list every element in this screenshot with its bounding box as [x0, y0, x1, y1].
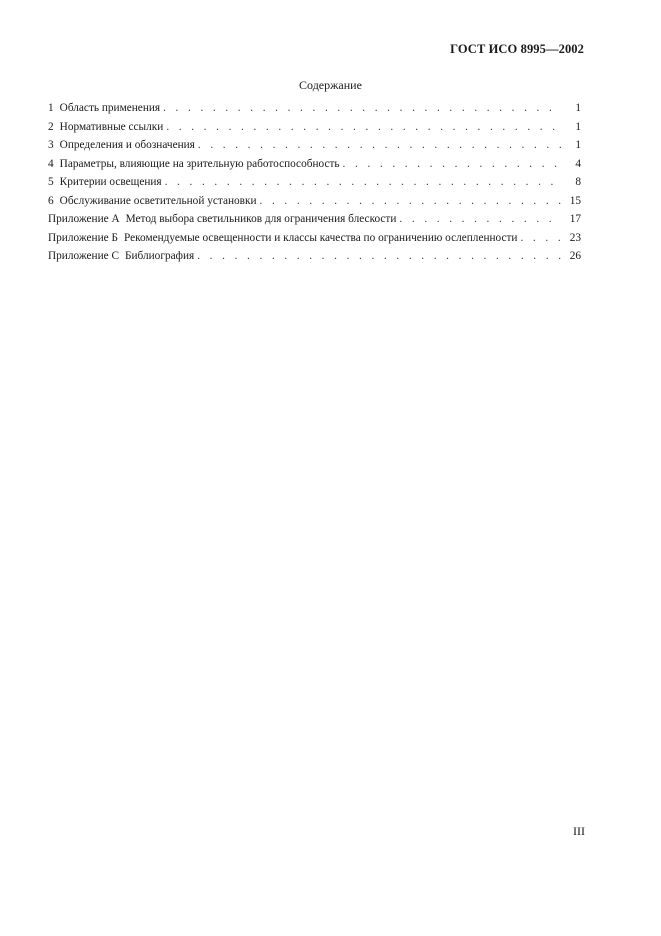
- toc-entry-page: 8: [575, 176, 581, 188]
- toc-entry-label: [48, 232, 520, 244]
- toc-entry-label: [48, 158, 343, 170]
- toc-entry-title: Критерии освещения: [59, 176, 162, 188]
- toc-entry-title: Параметры, влияющие на зрительную работоспособность: [59, 157, 340, 170]
- toc-leader-dots: [163, 102, 562, 116]
- toc-entry-title: Нормативные ссылки: [59, 120, 164, 133]
- toc-entry[interactable]: [48, 121, 581, 140]
- toc-entry-number: Приложение А: [48, 213, 120, 225]
- toc-entry-title: Рекомендуемые освещенности и классы качества по ограничению ослепленности: [123, 231, 518, 244]
- toc-entry-title: Метод выбора светильников для ограничения блескости: [125, 213, 397, 225]
- toc-entry-number: Приложение С: [48, 250, 119, 262]
- toc-entry[interactable]: [48, 195, 581, 214]
- toc-entry[interactable]: [48, 232, 581, 251]
- toc-entry-number: 4: [48, 157, 54, 170]
- toc-entry-number: 6: [48, 194, 54, 207]
- toc-entry-label: [48, 139, 198, 151]
- toc-entry-page: 15: [569, 194, 581, 207]
- toc-entry-number: Приложение Б: [48, 231, 118, 244]
- toc-entry-page: 4: [575, 157, 581, 170]
- toc-entry-number: 3: [48, 139, 54, 151]
- toc-entry-number: 5: [48, 176, 54, 188]
- toc-entry-page: 1: [575, 139, 581, 151]
- toc-entry[interactable]: [48, 250, 581, 269]
- toc-entry-label: [48, 213, 399, 225]
- toc-leader-dots: [520, 232, 562, 246]
- toc-entry[interactable]: [48, 139, 581, 158]
- page-number: III: [573, 824, 585, 838]
- toc-entry-label: [48, 176, 165, 188]
- toc-entry-label: [48, 102, 163, 114]
- toc-leader-dots: [198, 139, 562, 153]
- toc-entry[interactable]: [48, 213, 581, 232]
- document-header: ГОСТ ИСО 8995—2002: [450, 42, 584, 56]
- toc-entry-title: Библиография: [125, 250, 195, 262]
- toc-leader-dots: [197, 250, 562, 264]
- toc-entry-page: 1: [575, 120, 581, 133]
- toc-entry-number: 1: [48, 102, 54, 114]
- toc-title: Содержание: [299, 78, 362, 92]
- toc-entry-title: Область применения: [59, 102, 161, 114]
- toc-entry-label: [48, 250, 197, 262]
- toc-leader-dots: [399, 213, 562, 227]
- toc-leader-dots: [165, 176, 562, 190]
- toc-entry-title: Обслуживание осветительной установки: [59, 194, 257, 207]
- toc-entry-label: [48, 121, 166, 133]
- toc-entry[interactable]: [48, 176, 581, 195]
- toc-entry-page: 23: [569, 231, 581, 244]
- toc-entry[interactable]: [48, 158, 581, 177]
- toc-entry[interactable]: [48, 102, 581, 121]
- toc-entry-number: 2: [48, 120, 54, 133]
- toc-entry-page: 17: [569, 213, 581, 225]
- toc-entry-page: 26: [569, 250, 581, 262]
- toc-leader-dots: [343, 158, 562, 172]
- toc-leader-dots: [166, 121, 562, 135]
- toc-entry-title: Определения и обозначения: [59, 139, 195, 151]
- toc-entry-label: [48, 195, 260, 207]
- toc-entry-page: 1: [575, 102, 581, 114]
- toc-leader-dots: [260, 195, 562, 209]
- table-of-contents: [48, 102, 581, 269]
